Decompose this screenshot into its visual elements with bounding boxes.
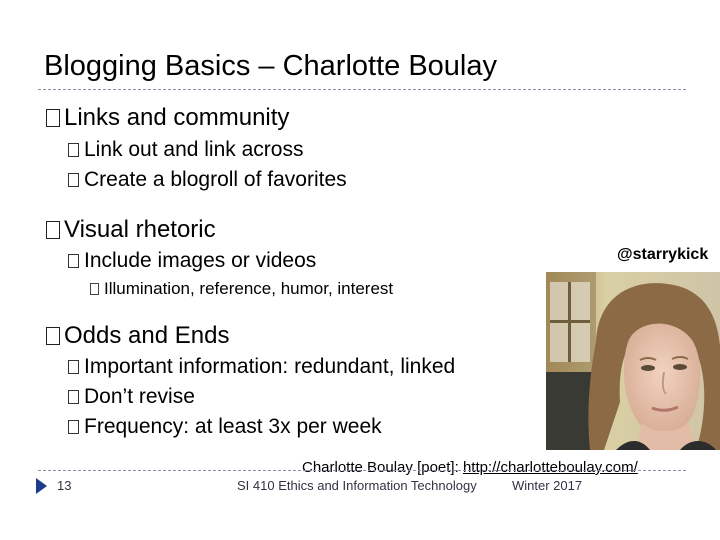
list-item-text: Include images or videos	[84, 249, 317, 272]
list-item-text: Important information: redundant, linked	[84, 355, 456, 378]
bullet-box-icon	[46, 221, 60, 239]
portrait-photo	[546, 272, 720, 450]
section-label: Odds and Ends	[64, 322, 230, 349]
footer-term: Winter 2017	[512, 478, 583, 493]
list-item	[68, 249, 316, 273]
footer-course: SI 410 Ethics and Information Technology	[237, 478, 477, 493]
caption-link[interactable]: http://charlotteboulay.com/	[462, 459, 638, 476]
bullet-box-icon	[90, 283, 99, 295]
list-item-text: Don’t revise	[84, 385, 195, 408]
list-item	[68, 415, 382, 439]
list-item	[68, 138, 303, 162]
bullet-box-icon	[46, 327, 60, 345]
title-divider	[38, 89, 686, 90]
section-visual-rhetoric	[46, 216, 216, 244]
photo-handle: @starrykick	[617, 246, 709, 263]
list-item-text: Frequency: at least 3x per week	[84, 415, 382, 438]
section-links-community	[46, 104, 289, 132]
portrait-image	[546, 272, 720, 450]
list-item-text: Link out and link across	[84, 138, 304, 161]
list-item	[68, 168, 347, 192]
section-label: Links and community	[64, 104, 290, 131]
bullet-box-icon	[68, 143, 79, 157]
sub-list-item	[90, 279, 393, 299]
caption-text: Charlotte Boulay [poet]:	[302, 459, 463, 476]
bullet-box-icon	[68, 254, 79, 268]
footer-divider	[38, 470, 686, 471]
list-item	[68, 385, 195, 409]
slide-title: Blogging Basics – Charlotte Boulay	[44, 50, 497, 82]
bullet-box-icon	[68, 390, 79, 404]
list-item	[68, 355, 455, 379]
bullet-box-icon	[46, 109, 60, 127]
play-arrow-icon	[36, 478, 47, 494]
photo-caption	[302, 459, 638, 476]
list-item-text: Create a blogroll of favorites	[84, 168, 347, 191]
bullet-box-icon	[68, 360, 79, 374]
bullet-box-icon	[68, 420, 79, 434]
page-number: 13	[57, 478, 72, 493]
sub-list-item-text: Illumination, reference, humor, interest	[104, 279, 394, 298]
section-odds-ends	[46, 322, 229, 350]
section-label: Visual rhetoric	[64, 216, 216, 243]
bullet-box-icon	[68, 173, 79, 187]
